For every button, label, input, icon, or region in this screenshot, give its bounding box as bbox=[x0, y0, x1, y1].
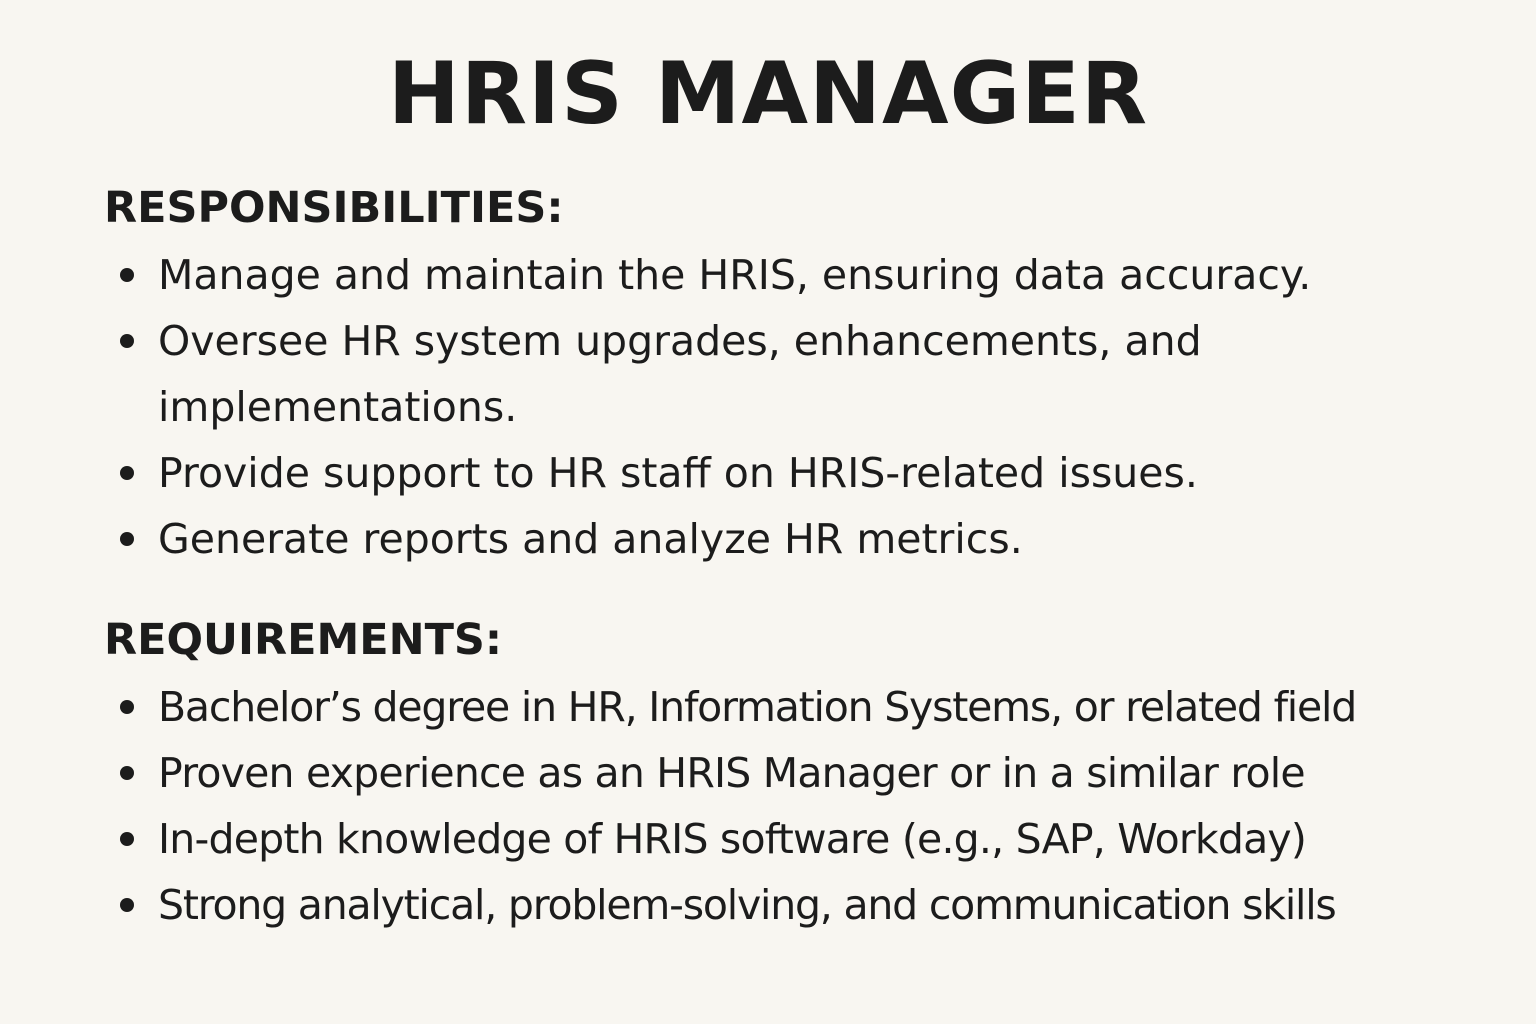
list-item bbox=[104, 806, 1488, 872]
bullet-icon bbox=[120, 766, 134, 780]
bullet-icon bbox=[120, 268, 134, 282]
list-item-text: Proven experience as an HRIS Manager or in a similar role bbox=[158, 749, 1305, 797]
responsibilities-heading: RESPONSIBILITIES: bbox=[104, 183, 564, 233]
bullet-icon bbox=[120, 466, 134, 480]
list-item bbox=[104, 506, 1488, 572]
responsibilities-section bbox=[104, 178, 1504, 572]
list-item-text: In-depth knowledge of HRIS software (e.g., SAP, Workday) bbox=[158, 815, 1307, 863]
page-title: HRIS MANAGER bbox=[387, 44, 1149, 144]
list-item bbox=[104, 308, 1288, 440]
bullet-icon bbox=[120, 832, 134, 846]
requirements-section bbox=[104, 610, 1504, 938]
list-item-text: Strong analytical, problem-solving, and communication skills bbox=[158, 881, 1336, 929]
list-item bbox=[104, 242, 1488, 308]
list-item-text: Manage and maintain the HRIS, ensuring data accuracy. bbox=[158, 251, 1312, 299]
list-item bbox=[104, 740, 1488, 806]
list-item-text: Bachelor’s degree in HR, Information Systems, or related field bbox=[158, 683, 1357, 731]
list-item bbox=[104, 440, 1488, 506]
responsibilities-list bbox=[104, 242, 1504, 572]
list-item bbox=[104, 674, 1488, 740]
list-item-text: Provide support to HR staff on HRIS-related issues. bbox=[158, 449, 1198, 497]
requirements-heading: REQUIREMENTS: bbox=[104, 615, 503, 665]
list-item-text: Oversee HR system upgrades, enhancements, and implementations. bbox=[158, 317, 1202, 431]
bullet-icon bbox=[120, 334, 134, 348]
bullet-icon bbox=[120, 700, 134, 714]
bullet-icon bbox=[120, 898, 134, 912]
bullet-icon bbox=[120, 532, 134, 546]
list-item bbox=[104, 872, 1488, 938]
list-item-text: Generate reports and analyze HR metrics. bbox=[158, 515, 1023, 563]
requirements-list bbox=[104, 674, 1504, 938]
